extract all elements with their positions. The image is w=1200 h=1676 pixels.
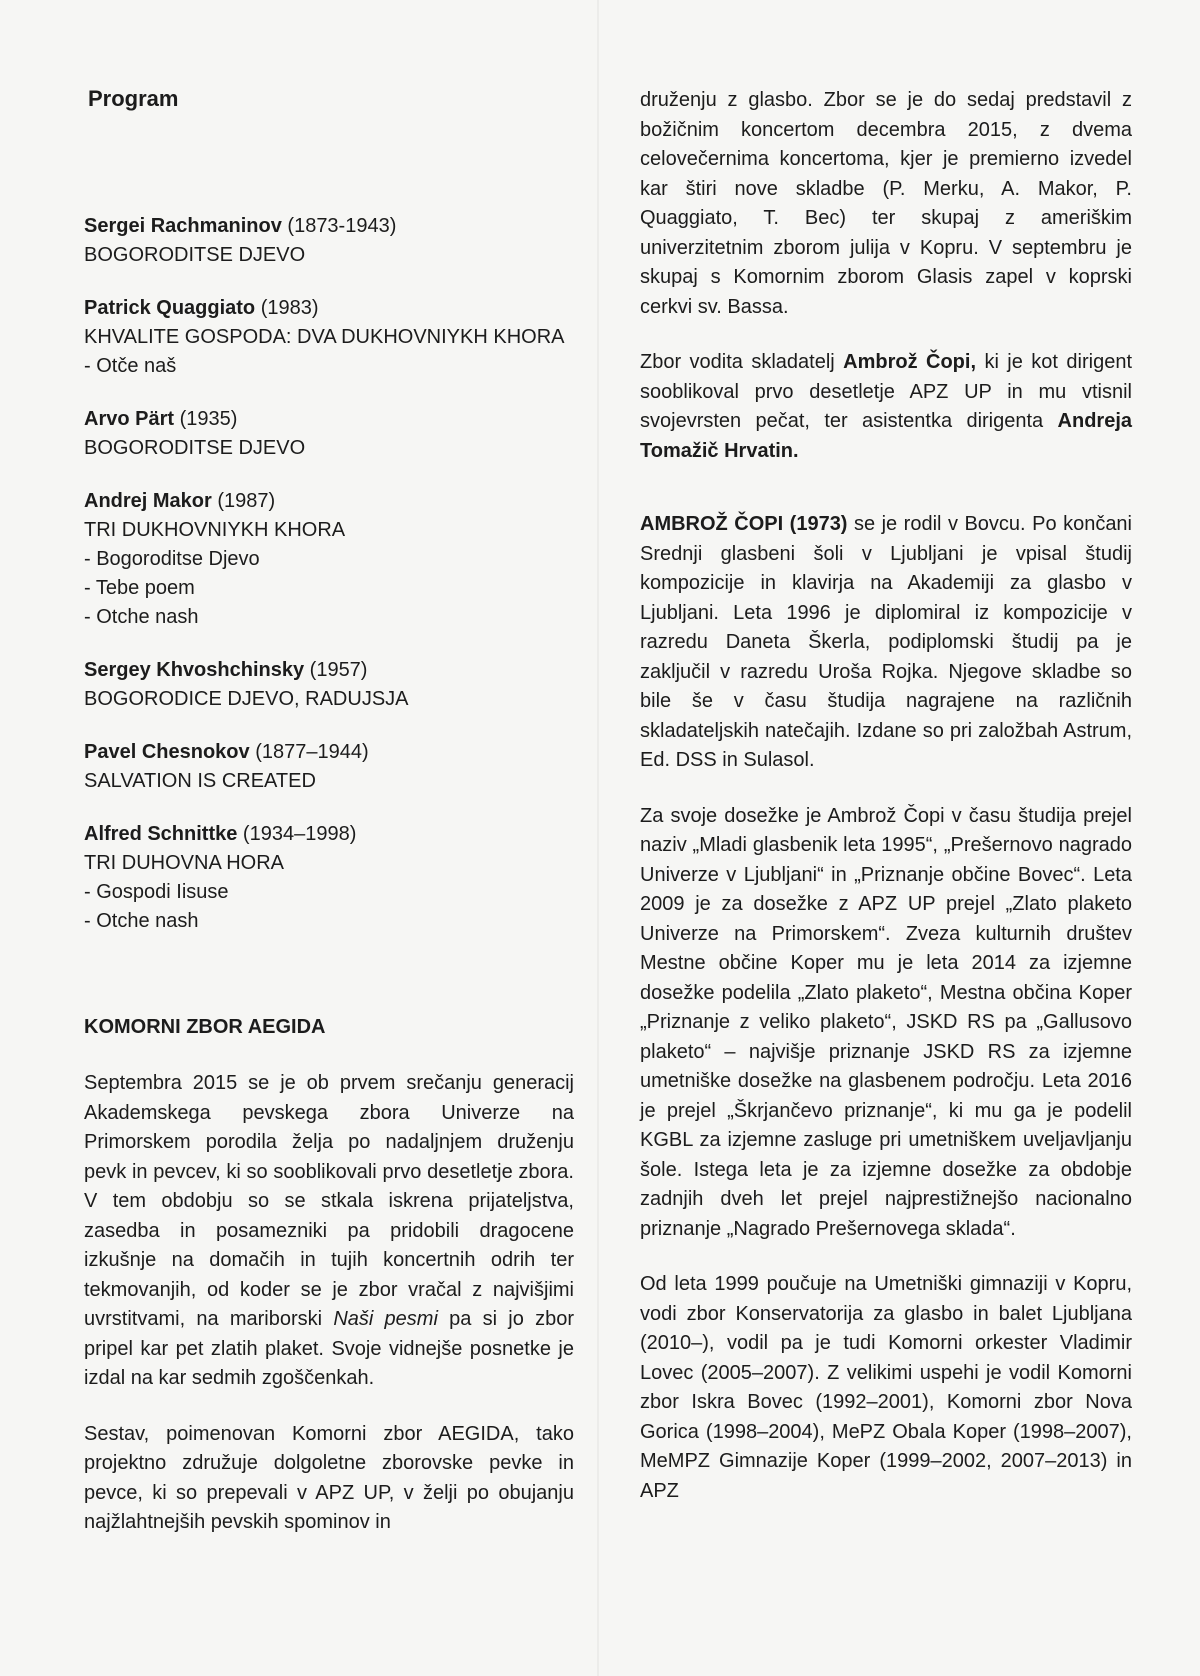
right-paragraph-3 bbox=[640, 510, 1132, 776]
composer-name: Andrej Makor bbox=[84, 490, 212, 512]
composer-name: Patrick Quaggiato bbox=[84, 297, 256, 319]
work-title: BOGORODITSE DJEVO bbox=[84, 437, 306, 459]
program-piece bbox=[84, 738, 574, 796]
movement: - Otče naš bbox=[84, 355, 177, 377]
right-column bbox=[640, 86, 1132, 1532]
composer-line bbox=[84, 656, 574, 685]
composer-name: Sergei Rachmaninov bbox=[84, 215, 282, 237]
program-piece bbox=[84, 820, 574, 936]
program-piece bbox=[84, 405, 574, 463]
choir-p1-text-b: pa si jo zbor pripel kar pet zlatih plaket. Svoje vidnejše posnetke je izdal na kar sedmih zgoščenkah. bbox=[84, 1308, 574, 1389]
movement: - Gospodi Iisuse bbox=[84, 881, 229, 903]
choir-paragraph-2: Sestav, poimenovan Komorni zbor AEGIDA, tako projektno združuje dolgoletne zborovske pevke in pevce, ki so prepevali v APZ UP, v želji po obujanju najžlahtnejših pevskih spominov in bbox=[84, 1422, 574, 1533]
right-paragraph-1: druženju z glasbo. Zbor se je do sedaj predstavil z božičnim koncertom decembra 2015, z dvema celovečernima koncertoma, kjer je premierno izvedel kar štiri nove skladbe (P. Merku, A. Makor, P. Quaggiato, T. Bec) ter skupaj z ameriškim univerzitetnim zborom julija v Kopru. V septembru je skupaj s Komornim zborom Glasis zapel v koprski cerkvi sv. Bassa. bbox=[640, 89, 1132, 318]
composer-years: (1983) bbox=[260, 297, 319, 319]
program-title: Program bbox=[88, 86, 179, 111]
composer-line bbox=[84, 738, 574, 767]
right-paragraph-2 bbox=[640, 348, 1132, 466]
composer-line bbox=[84, 212, 574, 241]
right-paragraph-5: Od leta 1999 poučuje na Umetniški gimnaziji v Kopru, vodi zbor Konservatorija za glasbo in balet Ljubljana (2010–), vodil pa je tudi Komorni orkester Vladimir Lovec (2005–2007). Z velikimi uspehi je vodil Komorni zbor Iskra Bovec (1992–2001), Komorni zbor Nova Gorica (1998–2004), MePZ Obala Koper (1998–2007), MeMPZ Gimnazije Koper (1999–2002, 2007–2013) in APZ bbox=[640, 1273, 1132, 1502]
composer-years: (1873-1943) bbox=[287, 215, 397, 237]
composer-name: Sergey Khvoshchinsky bbox=[84, 659, 305, 681]
work-title: KHVALITE GOSPODA: DVA DUKHOVNIYKH KHORA bbox=[84, 326, 565, 348]
bio-text: se je rodil v Bovcu. Po končani Srednji glasbeni šoli v Ljubljani je vpisal študij kompozicije in klavirja na Akademiji za glasbo v Ljubljani. Leta 1996 je diplomiral iz kompozicije v razredu Daneta Škerla, podiplomski študij pa je zaključil v razredu Uroša Rojka. Njegove skladbe so bile še v času študija nagrajene na različnih skladateljskih natečajih. Izdane so pri založbah Astrum, Ed. DSS in Sulasol. bbox=[640, 513, 1133, 771]
composer-line bbox=[84, 820, 574, 849]
composer-name: Alfred Schnittke bbox=[84, 823, 238, 845]
program-piece bbox=[84, 294, 574, 381]
work-title: TRI DUKHOVNIYKH KHORA bbox=[84, 519, 346, 541]
program-piece bbox=[84, 212, 574, 270]
composer-line bbox=[84, 294, 574, 323]
right-p2-text-a: Zbor vodita skladatelj bbox=[640, 351, 844, 373]
composer-years: (1957) bbox=[309, 659, 368, 681]
composer-years: (1935) bbox=[179, 408, 238, 430]
work-title: BOGORODICE DJEVO, RADUJSJA bbox=[84, 688, 409, 710]
choir-p1-italic: Naši pesmi bbox=[333, 1308, 438, 1330]
work-title: TRI DUHOVNA HORA bbox=[84, 852, 285, 874]
program-piece bbox=[84, 487, 574, 632]
work-title: BOGORODITSE DJEVO bbox=[84, 244, 306, 266]
composer-line bbox=[84, 405, 574, 434]
composer-years: (1877–1944) bbox=[255, 741, 369, 763]
composer-name: Arvo Pärt bbox=[84, 408, 175, 430]
choir-p1-text-a: Septembra 2015 se je ob prvem srečanju generacij Akademskega pevskega zbora Univerze na Primorskem porodila želja po nadaljnjem druženju pevk in pevcev, ki so sooblikovali prvo desetletje zbora. V tem obdobju so se stkala iskrena prijateljstva, zasedba in posamezniki pa pridobili dragocene izkušnje na domačih in tujih koncertnih odrih ter tekmovanjih, od koder se je zbor vračal z najvišjimi uvrstitvami, na mariborski bbox=[84, 1072, 574, 1330]
right-paragraph-4: Za svoje dosežke je Ambrož Čopi v času študija prejel naziv „Mladi glasbenik leta 1995“, „Prešernovo nagrado Univerze v Ljubljani“ in „Priznanje občine Bovec“. Leta 2009 je za dosežke z APZ UP prejel „Zlato plaketo Univerze na Primorskem“. Zveza kulturnih društev Mestne občine Koper mu je leta 2014 za izjemne dosežke podelila „Zlato plaketo“, Mestna občina Koper „Priznanje z veliko plaketo“, JSKD RS pa „Gallusovo plaketo“ – najvišje priznanje JSKD RS za izjemne umetniške dosežke na glasbenem področju. Leta 2016 je prejel „Škrjančevo priznanje“, ki mu ga je podelil KGBL za izjemne zasluge pri umetniškem uveljavljanju šole. Istega leta je za izjemne dosežke za obdobje zadnjih dveh let prejel najprestižnejšo nacionalno priznanje „Nagrado Prešernovega sklada“. bbox=[640, 804, 1132, 1240]
right-p2-text-c: ki je kot dirigent sooblikoval prvo desetletje APZ UP in mu vtisnil svojevrsten pečat, ter asistentka dirigenta bbox=[640, 351, 1132, 432]
conductor-name: Ambrož Čopi, bbox=[843, 351, 977, 373]
program-list bbox=[84, 212, 574, 936]
composer-years: (1987) bbox=[217, 490, 276, 512]
composer-years: (1934–1998) bbox=[242, 823, 357, 845]
choir-paragraph-1 bbox=[84, 1069, 574, 1394]
composer-line bbox=[84, 487, 574, 516]
bio-heading: AMBROŽ ČOPI (1973) bbox=[640, 513, 848, 535]
movement: - Tebe poem bbox=[84, 577, 195, 599]
movement: - Otche nash bbox=[84, 910, 199, 932]
assistant-name: Andreja Tomažič Hrvatin. bbox=[640, 410, 1132, 462]
program-piece bbox=[84, 656, 574, 714]
work-title: SALVATION IS CREATED bbox=[84, 770, 316, 792]
choir-title: KOMORNI ZBOR AEGIDA bbox=[84, 1016, 326, 1038]
movement: - Otche nash bbox=[84, 606, 199, 628]
movement: - Bogoroditse Djevo bbox=[84, 548, 260, 570]
page-fold bbox=[597, 0, 599, 1676]
composer-name: Pavel Chesnokov bbox=[84, 741, 250, 763]
left-column bbox=[84, 86, 574, 1564]
